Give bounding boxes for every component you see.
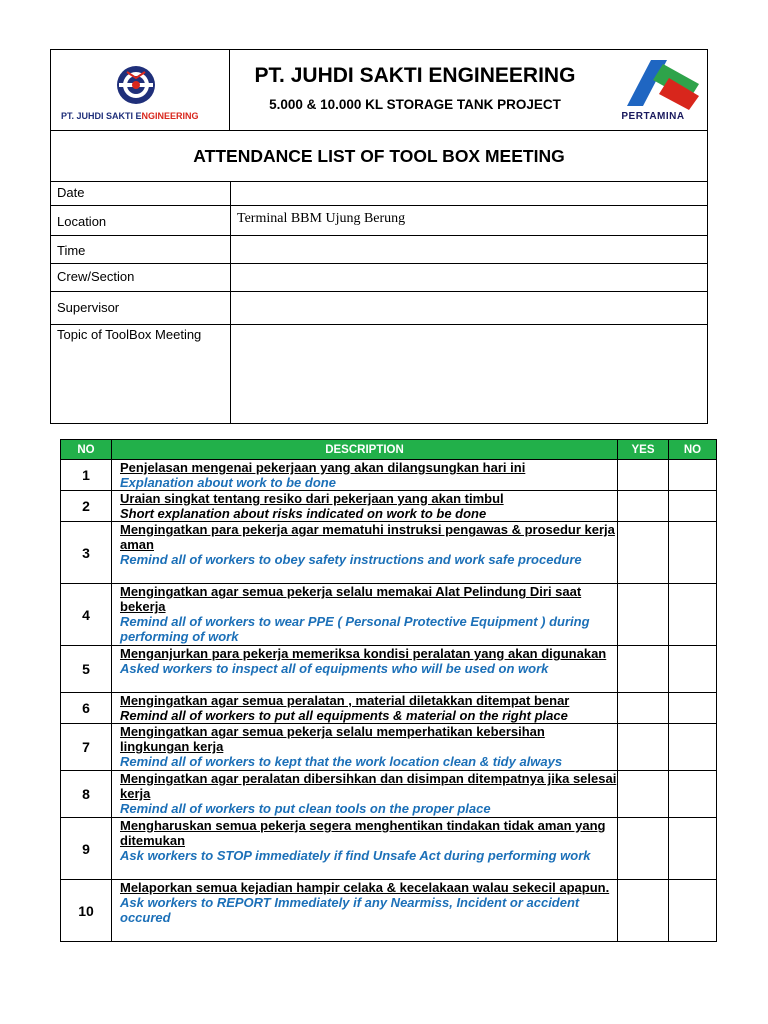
col-no-answer: NO — [669, 440, 717, 460]
table-row — [61, 771, 717, 818]
no-checkbox[interactable] — [669, 522, 717, 584]
row-text-en: Ask workers to REPORT Immediately if any Nearmiss, Incident or accident occured — [120, 895, 580, 925]
row-text-en: Remind all of workers to kept that the work location clean & tidy always — [120, 754, 563, 769]
no-checkbox[interactable] — [669, 491, 717, 522]
table-row — [61, 646, 717, 693]
row-number: 3 — [61, 522, 112, 584]
no-checkbox[interactable] — [669, 646, 717, 693]
yes-checkbox[interactable] — [618, 880, 669, 942]
yes-checkbox[interactable] — [618, 724, 669, 771]
meeting-info-form — [50, 130, 708, 424]
field-label: Topic of ToolBox Meeting — [57, 327, 202, 342]
row-number: 6 — [61, 693, 112, 724]
field-supervisor — [51, 291, 707, 325]
field-topic — [51, 324, 707, 423]
field-location — [51, 205, 707, 236]
jse-emblem-icon — [115, 64, 157, 106]
form-title: ATTENDANCE LIST OF TOOL BOX MEETING — [51, 131, 707, 182]
no-checkbox[interactable] — [669, 771, 717, 818]
row-text-en: Explanation about work to be done — [120, 475, 336, 490]
row-text-id: Uraian singkat tentang resiko dari pekerjaan yang akan timbul — [120, 491, 504, 506]
table-row — [61, 818, 717, 880]
col-yes: YES — [618, 440, 669, 460]
field-label: Supervisor — [57, 300, 120, 315]
row-description — [112, 880, 618, 942]
table-row — [61, 491, 717, 522]
row-text-id: Mengingatkan agar semua peralatan , material diletakkan ditempat benar — [120, 693, 570, 708]
field-label: Crew/Section — [57, 269, 135, 284]
col-no: NO — [61, 440, 112, 460]
yes-checkbox[interactable] — [618, 693, 669, 724]
table-row — [61, 724, 717, 771]
yes-checkbox[interactable] — [618, 584, 669, 646]
row-description — [112, 693, 618, 724]
table-row — [61, 693, 717, 724]
yes-checkbox[interactable] — [618, 646, 669, 693]
row-number: 7 — [61, 724, 112, 771]
row-text-id: Menganjurkan para pekerja memeriksa kondisi peralatan yang akan digunakan — [120, 646, 607, 661]
pertamina-emblem-icon — [607, 54, 699, 110]
row-text-id: Melaporkan semua kejadian hampir celaka & kecelakaan walau sekecil apapun. — [120, 880, 610, 895]
row-text-en: Asked workers to inspect all of equipments who will be used on work — [120, 661, 549, 676]
row-text-id: Mengingatkan agar semua pekerja selalu memperhatikan kebersihan lingkungan kerja — [120, 724, 545, 754]
row-number: 1 — [61, 460, 112, 491]
row-description — [112, 771, 618, 818]
jse-logo-text: PT. JUHDI SAKTI ENGINEERING — [61, 111, 199, 121]
no-checkbox[interactable] — [669, 460, 717, 491]
row-description — [112, 491, 618, 522]
yes-checkbox[interactable] — [618, 460, 669, 491]
field-label: Location — [57, 214, 107, 229]
row-description — [112, 460, 618, 491]
project-name: 5.000 & 10.000 KL STORAGE TANK PROJECT — [269, 97, 561, 112]
no-checkbox[interactable] — [669, 584, 717, 646]
row-number: 2 — [61, 491, 112, 522]
yes-checkbox[interactable] — [618, 491, 669, 522]
table-row — [61, 880, 717, 942]
field-date — [51, 181, 707, 206]
row-text-en: Remind all of workers to put all equipments & material on the right place — [120, 708, 568, 723]
row-number: 4 — [61, 584, 112, 646]
row-description — [112, 724, 618, 771]
checklist-table — [60, 439, 717, 942]
row-description — [112, 818, 618, 880]
row-text-id: Mengingatkan para pekerja agar mematuhi instruksi pengawas & prosedur kerja aman — [120, 522, 615, 552]
col-description: DESCRIPTION — [112, 440, 618, 460]
document-header — [50, 49, 708, 131]
field-label: Time — [57, 243, 86, 258]
row-description — [112, 522, 618, 584]
row-text-en: Ask workers to STOP immediately if find Unsafe Act during performing work — [120, 848, 591, 863]
field-label: Date — [57, 185, 85, 200]
pertamina-logo-text: PERTAMINA — [621, 111, 685, 122]
row-number: 9 — [61, 818, 112, 880]
yes-checkbox[interactable] — [618, 771, 669, 818]
table-row — [61, 522, 717, 584]
yes-checkbox[interactable] — [618, 522, 669, 584]
no-checkbox[interactable] — [669, 724, 717, 771]
jse-logo — [51, 50, 230, 130]
row-description — [112, 646, 618, 693]
row-text-id: Penjelasan mengenai pekerjaan yang akan dilangsungkan hari ini — [120, 460, 526, 475]
field-time — [51, 235, 707, 264]
row-number: 5 — [61, 646, 112, 693]
field-crew — [51, 263, 707, 292]
row-text-en: Remind all of workers to put clean tools on the proper place — [120, 801, 491, 816]
table-header-row — [61, 440, 717, 460]
row-number: 8 — [61, 771, 112, 818]
row-text-id: Mengharuskan semua pekerja segera menghentikan tindakan tidak aman yang ditemukan — [120, 818, 606, 848]
no-checkbox[interactable] — [669, 818, 717, 880]
field-value[interactable]: Terminal BBM Ujung Berung — [237, 211, 406, 226]
row-text-en: Short explanation about risks indicated on work to be done — [120, 506, 487, 521]
row-text-id: Mengingatkan agar peralatan dibersihkan dan disimpan ditempatnya jika selesai kerja — [120, 771, 617, 801]
table-row — [61, 460, 717, 491]
table-row — [61, 584, 717, 646]
company-name: PT. JUHDI SAKTI ENGINEERING — [254, 64, 576, 87]
row-text-id: Mengingatkan agar semua pekerja selalu memakai Alat Pelindung Diri saat bekerja — [120, 584, 582, 614]
no-checkbox[interactable] — [669, 880, 717, 942]
row-text-en: Remind all of workers to wear PPE ( Personal Protective Equipment ) during performing of work — [120, 614, 590, 644]
row-number: 10 — [61, 880, 112, 942]
row-text-en: Remind all of workers to obey safety instructions and work safe procedure — [120, 552, 582, 567]
pertamina-logo — [601, 50, 707, 130]
yes-checkbox[interactable] — [618, 818, 669, 880]
row-description — [112, 584, 618, 646]
no-checkbox[interactable] — [669, 693, 717, 724]
